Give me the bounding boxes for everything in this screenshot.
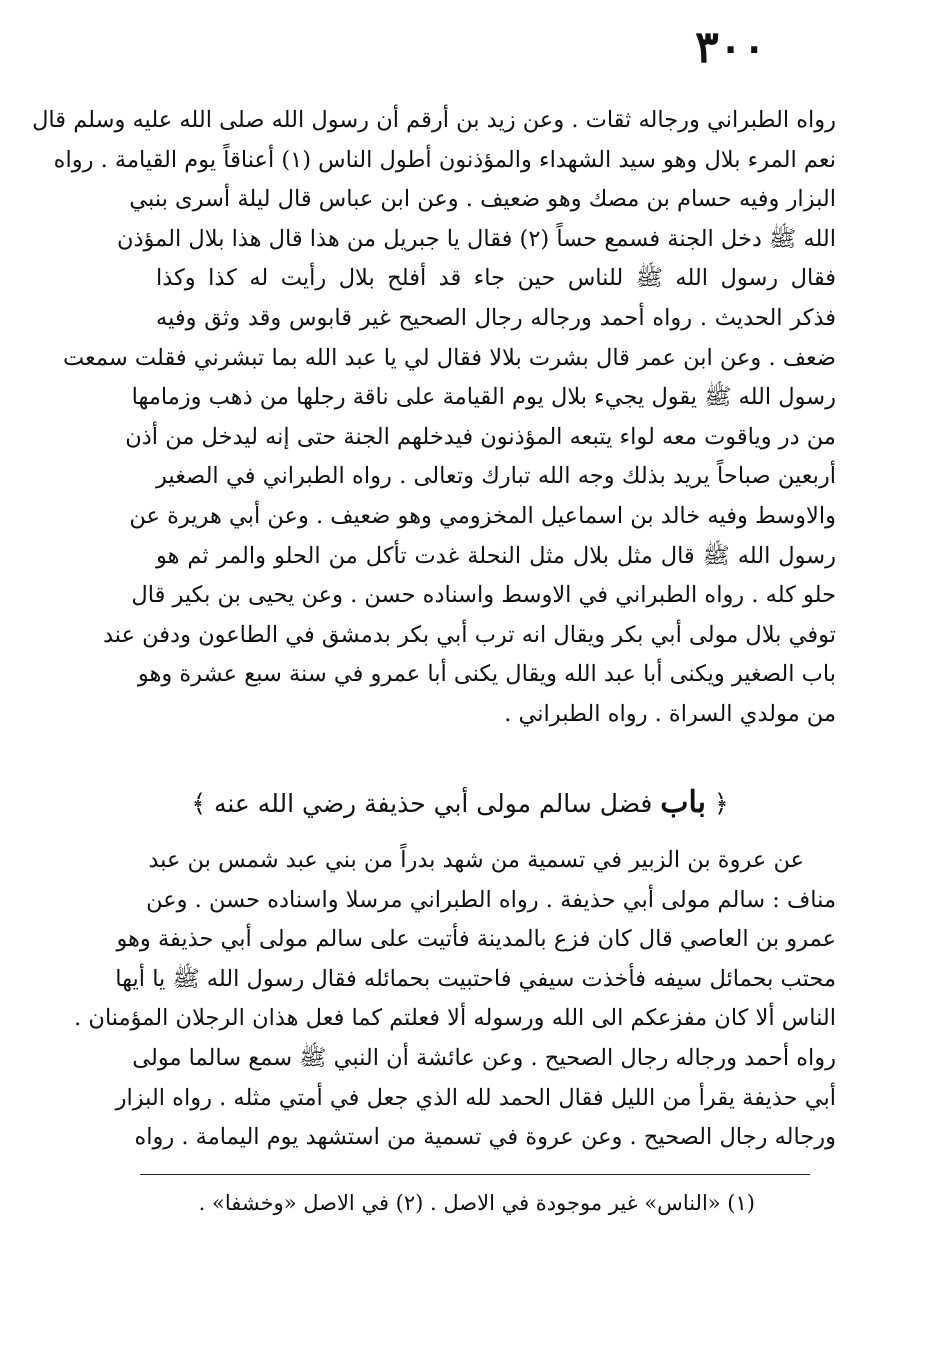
heading-open-bracket: ﴿ bbox=[713, 789, 729, 818]
text-line: فقال رسول الله ﷺ للناس حين جاء قد أفلح بلال رأيت له كذا وكذا bbox=[156, 265, 836, 292]
text-line: ورجاله رجال الصحيح . وعن عروة في تسمية من استشهد يوم اليمامة . رواه bbox=[134, 1124, 836, 1151]
text-line: عمرو بن العاصي قال كان فزع بالمدينة فأتيت على سالم مولى أبي حذيفة وهو bbox=[116, 926, 836, 953]
page-number: ٣٠٠ bbox=[695, 22, 766, 73]
text-line: البزار وفيه حسام بن مصك وهو ضعيف . وعن ابن عباس قال ليلة أسرى بنبي bbox=[129, 186, 836, 213]
footnote-divider bbox=[140, 1174, 810, 1175]
text-line: أربعين صباحاً يريد بذلك وجه الله تبارك وتعالى . رواه الطبراني في الصغير bbox=[156, 463, 836, 490]
text-line: محتب بحمائل سيفه فأخذت سيفي فاحتبيت بحمائله فقال رسول الله ﷺ يا أيها bbox=[115, 965, 836, 992]
text-line: والاوسط وفيه خالد بن اسماعيل المخزومي وهو ضعيف . وعن أبي هريرة عن bbox=[129, 502, 836, 529]
text-line: رواه الطبراني ورجاله ثقات . وعن زيد بن أرقم أن رسول الله صلى الله عليه وسلم قال bbox=[32, 107, 836, 133]
text-line: باب الصغير ويكنى أبا عبد الله ويقال يكنى أبا عمرو في سنة سبع عشرة وهو bbox=[137, 661, 836, 688]
chapter-label: باب bbox=[660, 785, 707, 820]
text-line: الله ﷺ دخل الجنة فسمع حساً (٢) فقال يا جبريل من هذا قال هذا بلال المؤذن bbox=[116, 225, 836, 252]
chapter-heading bbox=[180, 781, 740, 825]
text-section-1 bbox=[32, 101, 836, 735]
text-line: ضعف . وعن ابن عمر قال بشرت بلالا فقال لي يا عبد الله بما تبشرني فقلت سمعت bbox=[62, 344, 836, 371]
chapter-title: فضل سالم مولى أبي حذيفة رضي الله عنه bbox=[213, 789, 653, 818]
text-line: من مولدي السراة . رواه الطبراني . bbox=[504, 700, 836, 727]
text-line: رسول الله ﷺ قال مثل بلال مثل النحلة غدت تأكل من الحلو والمر ثم هو bbox=[156, 542, 836, 569]
text-line: توفي بلال مولى أبي بكر ويقال انه ترب أبي بكر بدمشق في الطاعون ودفن عند bbox=[103, 621, 836, 648]
text-line: مناف : سالم مولى أبي حذيفة . رواه الطبراني مرسلا واسناده حسن . وعن bbox=[146, 886, 836, 913]
text-line: من در وياقوت معه لواء يتبعه المؤذنون فيدخلهم الجنة حتى إنه ليدخل من أذن bbox=[125, 423, 836, 450]
text-line: رواه أحمد ورجاله رجال الصحيح . وعن عائشة أن النبي ﷺ سمع سالما مولى bbox=[132, 1044, 836, 1071]
footnote: (١) «الناس» غير موجودة في الاصل . (٢) في الاصل «وخشفا» . bbox=[198, 1191, 755, 1215]
text-line: الناس ألا كان مفزعكم الى الله ورسوله ألا فعلتم كما فعل هذان الرجلان المؤمنان . bbox=[74, 1005, 836, 1032]
text-line: فذكر الحديث . رواه أحمد ورجاله رجال الصحيح غير قابوس وقد وثق وفيه bbox=[156, 304, 836, 331]
text-line: أبي حذيفة يقرأ من الليل فقال الحمد لله الذي جعل في أمتي مثله . رواه البزار bbox=[115, 1084, 836, 1111]
text-line: نعم المرء بلال وهو سيد الشهداء والمؤذنون أطول الناس (١) أعناقاً يوم القيامة . رواه bbox=[53, 146, 836, 173]
text-line: عن عروة بن الزبير في تسمية من شهد بدراً من بني عبد شمس بن عبد bbox=[148, 847, 804, 873]
text-line: حلو كله . رواه الطبراني في الاوسط واسناده حسن . وعن يحيى بن بكير قال bbox=[131, 582, 836, 609]
text-section-2 bbox=[74, 841, 836, 1158]
text-line: رسول الله ﷺ يقول يجيء بلال يوم القيامة على ناقة رجلها من ذهب وزمامها bbox=[131, 384, 836, 411]
heading-close-bracket: ﴾ bbox=[191, 789, 207, 818]
